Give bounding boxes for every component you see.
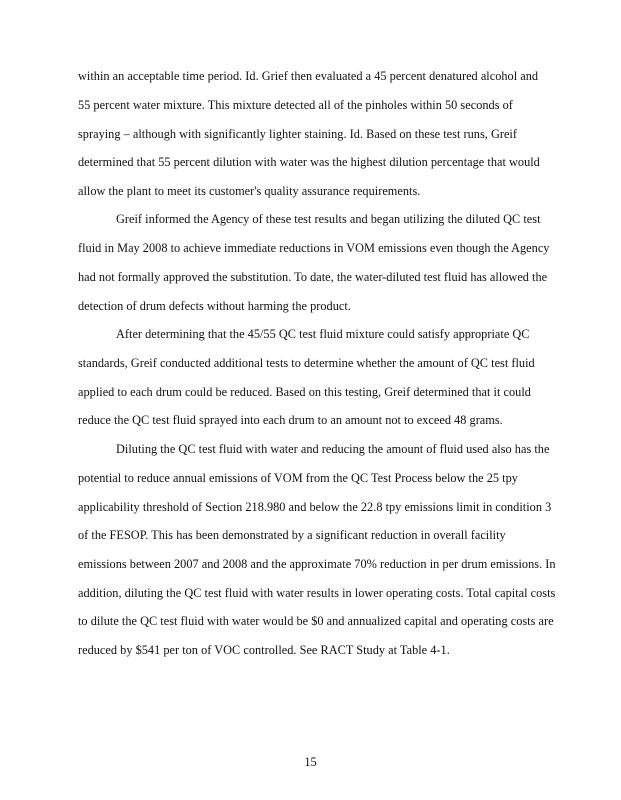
text-line-9: detection of drum defects without harming the product. [78, 299, 351, 313]
text-line-1: within an acceptable time period. Id. Grief then evaluated a 45 percent denatured alcohol and [78, 69, 539, 83]
text-line-6: Greif informed the Agency of these test results and began utilizing the diluted QC test [116, 212, 541, 226]
text-line-14: Diluting the QC test fluid with water and reducing the amount of fluid used also has the [116, 442, 550, 456]
text-line-15: potential to reduce annual emissions of VOM from the QC Test Process below the 25 tpy [78, 471, 518, 485]
text-line-21: reduced by $541 per ton of VOC controlled. See RACT Study at Table 4-1. [78, 643, 450, 657]
text-line-13: reduce the QC test fluid sprayed into each drum to an amount not to exceed 48 grams. [78, 413, 503, 427]
text-line-16: applicability threshold of Section 218.980 and below the 22.8 tpy emissions limit in condition 3 [78, 500, 552, 514]
text-line-11: standards, Greif conducted additional tests to determine whether the amount of QC test fluid [78, 356, 535, 370]
page-number: 15 [304, 755, 317, 769]
text-line-17: of the FESOP. This has been demonstrated by a significant reduction in overall facility [78, 528, 506, 542]
text-line-5: allow the plant to meet its customer's quality assurance requirements. [78, 184, 421, 198]
text-line-8: had not formally approved the substitution. To date, the water-diluted test fluid has allowed the [78, 270, 548, 284]
text-line-3: spraying – although with significantly lighter staining. Id. Based on these test runs, Greif [78, 127, 517, 141]
text-line-7: fluid in May 2008 to achieve immediate reductions in VOM emissions even though the Agency [78, 241, 550, 255]
text-line-20: to dilute the QC test fluid with water would be $0 and annualized capital and operating costs are [78, 614, 554, 628]
text-line-2: 55 percent water mixture. This mixture detected all of the pinholes within 50 seconds of [78, 98, 513, 112]
text-line-12: applied to each drum could be reduced. Based on this testing, Greif determined that it could [78, 385, 531, 399]
text-line-19: addition, diluting the QC test fluid with water results in lower operating costs. Total capital costs [78, 586, 556, 600]
text-line-18: emissions between 2007 and 2008 and the approximate 70% reduction in per drum emissions. In [78, 557, 556, 571]
text-line-4: determined that 55 percent dilution with water was the highest dilution percentage that would [78, 155, 540, 169]
text-line-10: After determining that the 45/55 QC test fluid mixture could satisfy appropriate QC [116, 327, 530, 341]
